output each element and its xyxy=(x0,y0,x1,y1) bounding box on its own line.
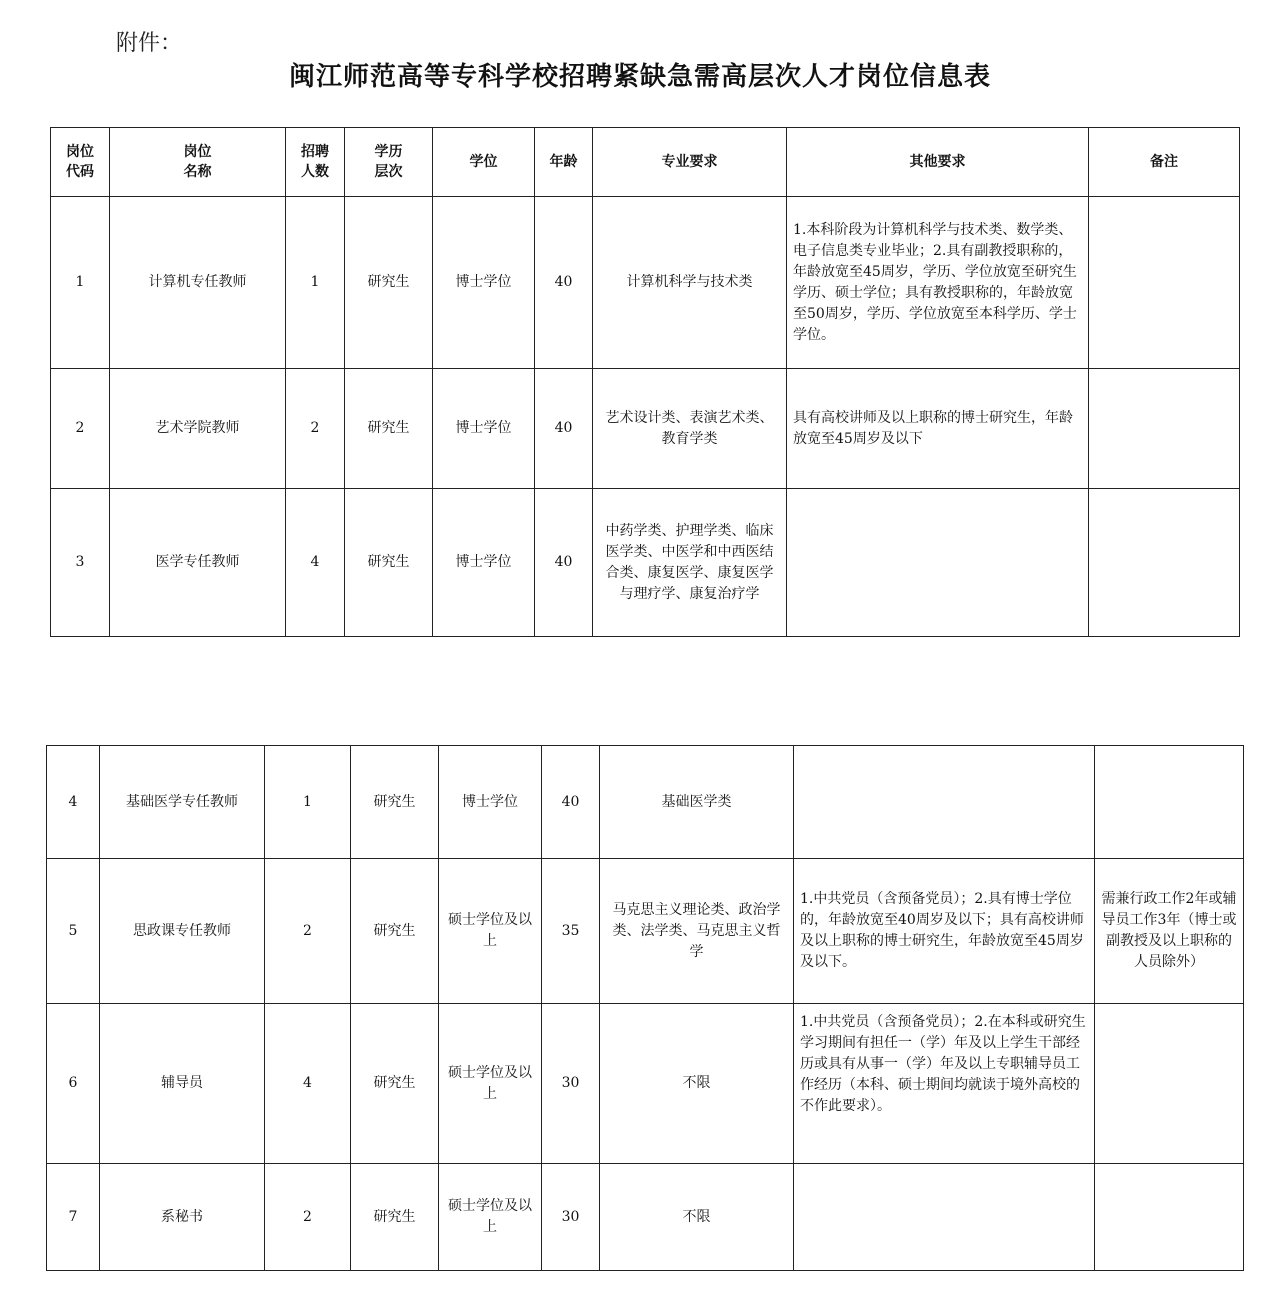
cell-count: 1 xyxy=(286,197,345,369)
cell-remark xyxy=(1095,1164,1244,1271)
cell-count: 1 xyxy=(265,746,351,859)
cell-remark: 需兼行政工作2年或辅导员工作3年（博士或副教授及以上职称的人员除外） xyxy=(1095,859,1244,1004)
cell-count: 4 xyxy=(265,1004,351,1164)
cell-name: 基础医学专任教师 xyxy=(100,746,265,859)
cell-name: 艺术学院教师 xyxy=(110,369,286,489)
cell-count: 4 xyxy=(286,489,345,637)
table-row xyxy=(47,746,1244,859)
header-age: 年龄 xyxy=(535,128,593,197)
positions-table-part-2 xyxy=(46,745,1244,1271)
cell-degree: 博士学位 xyxy=(433,197,535,369)
header-name: 岗位 名称 xyxy=(110,128,286,197)
cell-major: 基础医学类 xyxy=(600,746,794,859)
cell-other: 1.中共党员（含预备党员）；2.在本科或研究生学习期间有担任一（学）年及以上学生干部经历或具有从事一（学）年及以上专职辅导员工作经历（本科、硕士期间均就读于境外高校的不作此要求）。 xyxy=(794,1004,1095,1164)
cell-major: 艺术设计类、表演艺术类、教育学类 xyxy=(593,369,787,489)
cell-other xyxy=(787,489,1089,637)
cell-code: 4 xyxy=(47,746,100,859)
header-major: 专业要求 xyxy=(593,128,787,197)
cell-age: 30 xyxy=(542,1164,600,1271)
cell-age: 40 xyxy=(535,489,593,637)
cell-education: 研究生 xyxy=(351,1164,439,1271)
table-row xyxy=(47,859,1244,1004)
header-count: 招聘 人数 xyxy=(286,128,345,197)
cell-code: 3 xyxy=(51,489,110,637)
cell-degree: 博士学位 xyxy=(433,489,535,637)
cell-code: 5 xyxy=(47,859,100,1004)
cell-remark xyxy=(1095,1004,1244,1164)
cell-major: 马克思主义理论类、政治学类、法学类、马克思主义哲学 xyxy=(600,859,794,1004)
table-row xyxy=(51,197,1240,369)
cell-education: 研究生 xyxy=(345,369,433,489)
cell-major: 计算机科学与技术类 xyxy=(593,197,787,369)
cell-remark xyxy=(1089,197,1240,369)
cell-degree: 硕士学位及以上 xyxy=(439,1004,542,1164)
cell-education: 研究生 xyxy=(351,746,439,859)
cell-age: 40 xyxy=(535,197,593,369)
cell-name: 计算机专任教师 xyxy=(110,197,286,369)
cell-name: 思政课专任教师 xyxy=(100,859,265,1004)
cell-age: 40 xyxy=(542,746,600,859)
cell-count: 2 xyxy=(265,859,351,1004)
cell-education: 研究生 xyxy=(351,1004,439,1164)
cell-degree: 硕士学位及以上 xyxy=(439,1164,542,1271)
table-header-row xyxy=(51,128,1240,197)
cell-other xyxy=(794,746,1095,859)
cell-name: 辅导员 xyxy=(100,1004,265,1164)
cell-count: 2 xyxy=(286,369,345,489)
table-row xyxy=(47,1164,1244,1271)
cell-code: 2 xyxy=(51,369,110,489)
header-degree: 学位 xyxy=(433,128,535,197)
positions-table-part-1 xyxy=(50,127,1240,637)
table-row xyxy=(51,369,1240,489)
cell-other xyxy=(794,1164,1095,1271)
cell-education: 研究生 xyxy=(345,197,433,369)
cell-degree: 博士学位 xyxy=(433,369,535,489)
cell-major: 中药学类、护理学类、临床医学类、中医学和中西医结合类、康复医学、康复医学与理疗学、康复治疗学 xyxy=(593,489,787,637)
cell-remark xyxy=(1095,746,1244,859)
cell-code: 1 xyxy=(51,197,110,369)
page-title: 闽江师范高等专科学校招聘紧缺急需高层次人才岗位信息表 xyxy=(288,62,991,92)
cell-remark xyxy=(1089,489,1240,637)
cell-age: 40 xyxy=(535,369,593,489)
cell-other: 1.中共党员（含预备党员）；2.具有博士学位的，年龄放宽至40周岁及以下；具有高校讲师及以上职称的博士研究生，年龄放宽至45周岁及以下。 xyxy=(794,859,1095,1004)
cell-code: 6 xyxy=(47,1004,100,1164)
header-code: 岗位 代码 xyxy=(51,128,110,197)
cell-other: 1.本科阶段为计算机科学与技术类、数学类、电子信息类专业毕业；2.具有副教授职称的，年龄放宽至45周岁，学历、学位放宽至研究生学历、硕士学位；具有教授职称的，年龄放宽至50周岁，学历、学位放宽至本科学历、学士学位。 xyxy=(787,197,1089,369)
cell-count: 2 xyxy=(265,1164,351,1271)
cell-code: 7 xyxy=(47,1164,100,1271)
table-row xyxy=(51,489,1240,637)
cell-degree: 硕士学位及以上 xyxy=(439,859,542,1004)
cell-major: 不限 xyxy=(600,1004,794,1164)
cell-remark xyxy=(1089,369,1240,489)
header-education: 学历 层次 xyxy=(345,128,433,197)
cell-degree: 博士学位 xyxy=(439,746,542,859)
cell-major: 不限 xyxy=(600,1164,794,1271)
cell-name: 系秘书 xyxy=(100,1164,265,1271)
cell-education: 研究生 xyxy=(345,489,433,637)
header-remark: 备注 xyxy=(1089,128,1240,197)
cell-age: 30 xyxy=(542,1004,600,1164)
table-row xyxy=(47,1004,1244,1164)
cell-other: 具有高校讲师及以上职称的博士研究生，年龄放宽至45周岁及以下 xyxy=(787,369,1089,489)
attachment-label: 附件： xyxy=(116,31,183,56)
cell-age: 35 xyxy=(542,859,600,1004)
cell-name: 医学专任教师 xyxy=(110,489,286,637)
header-other: 其他要求 xyxy=(787,128,1089,197)
cell-education: 研究生 xyxy=(351,859,439,1004)
